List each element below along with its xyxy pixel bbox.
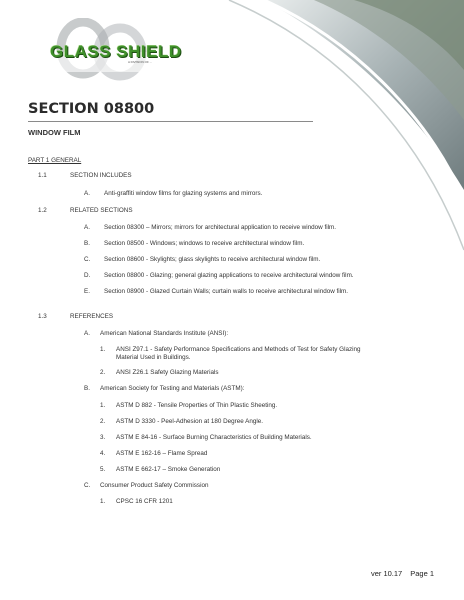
section-title: SECTION 08800 [28,101,155,117]
item-text: Anti-graffiti window films for glazing systems and mirrors. [104,190,263,197]
logo-tagline: A DIVISION OF ... [128,60,153,64]
item-text-continued: Material Used in Buildings. [116,354,191,361]
item-label: 3. [100,434,106,441]
item-label: B. [84,240,90,247]
item-label: 1. [100,402,106,409]
item-label: C. [84,256,91,263]
item-label: 2. [100,418,106,425]
article-number: 1.2 [38,207,47,214]
article-number: 1.1 [38,172,47,179]
group-label: A. [84,330,90,337]
item-label: E. [84,288,90,295]
item-label: D. [84,272,91,279]
item-text: CPSC 16 CFR 1201 [116,498,173,505]
item-text: Section 08800 - Glazing; general glazing applications to receive architectural window film. [104,272,354,279]
item-text: Section 08300 – Mirrors; mirrors for architectural application to receive window film. [104,224,337,231]
item-label: 5. [100,466,106,473]
item-text: Section 08900 - Glazed Curtain Walls; curtain walls to receive architectural window film. [104,288,349,295]
item-text: ANSI Z97.1 - Safety Performance Specifications and Methods of Test for Safety Glazing [116,346,361,353]
item-text: ASTM E 662-17 – Smoke Generation [116,466,221,473]
item-label: A. [84,190,90,197]
item-text: ASTM D 882 - Tensile Properties of Thin Plastic Sheeting. [116,402,278,409]
item-label: 4. [100,450,106,457]
group-title: American Society for Testing and Materials (ASTM): [100,385,245,392]
item-text: Section 08600 - Skylights; glass skylights to receive architectural window film. [104,256,321,263]
page-footer [371,569,434,578]
part-heading: PART 1 GENERAL [28,157,82,164]
item-label: A. [84,224,90,231]
article-number: 1.3 [38,313,47,320]
item-label: 1. [100,346,106,353]
article-title: SECTION INCLUDES [70,172,132,179]
item-text: ASTM E 84-16 - Surface Burning Characteristics of Building Materials. [116,434,312,441]
group-title: Consumer Product Safety Commission [100,482,209,489]
version-label: ver 10.17 [370,569,403,578]
item-text: ASTM E 162-16 – Flame Spread [116,450,208,457]
article-title: RELATED SECTIONS [70,207,133,214]
item-text: ANSI Z26.1 Safety Glazing Materials [116,369,219,376]
group-title: American National Standards Institute (ANSI): [100,330,229,337]
page-number: Page 1 [410,569,434,578]
item-label: 2. [100,369,106,376]
section-subtitle: WINDOW FILM [28,128,81,137]
logo-wordmark: GLASS SHIELD [50,42,182,61]
group-label: B. [84,385,90,392]
item-label: 1. [100,498,106,505]
item-text: Section 08500 - Windows; windows to receive architectural window film. [104,240,305,247]
article-title: REFERENCES [70,313,114,320]
group-label: C. [84,482,91,489]
item-text: ASTM D 3330 - Peel-Adhesion at 180 Degree Angle. [116,418,264,425]
